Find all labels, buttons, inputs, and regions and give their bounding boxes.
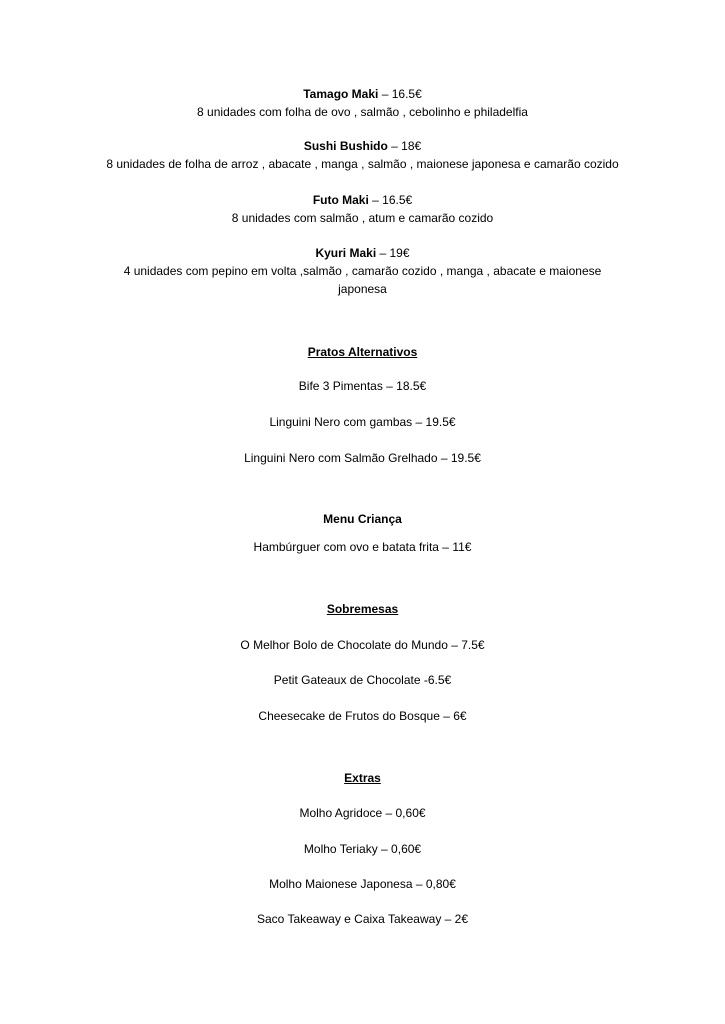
menu-item: Linguini Nero com Salmão Grelhado – 19.5€ <box>244 451 481 465</box>
item-price: – 18€ <box>387 139 422 153</box>
menu-item: Hambúrguer com ovo e batata frita – 11€ <box>253 540 472 554</box>
menu-item: Cheesecake de Frutos do Bosque – 6€ <box>258 709 467 723</box>
item-price: – 16.5€ <box>378 87 422 101</box>
item-name: Futo Maki <box>312 193 369 207</box>
item-description: japonesa <box>338 282 387 296</box>
item-name: Tamago Maki <box>303 87 379 101</box>
menu-item: Molho Teriaky – 0,60€ <box>303 842 422 856</box>
section-title-extras: Extras <box>344 771 381 785</box>
menu-item: Petit Gateaux de Chocolate -6.5€ <box>273 673 452 687</box>
item-price: – 19€ <box>376 246 410 260</box>
item-name: Kyuri Maki <box>315 246 377 260</box>
item-price: – 16.5€ <box>368 193 413 207</box>
menu-item: Molho Maionese Japonesa – 0,80€ <box>269 877 456 891</box>
item-name: Sushi Bushido <box>303 139 388 153</box>
menu-item: Linguini Nero com gambas – 19.5€ <box>269 415 456 429</box>
section-title-pratos-alternativos: Pratos Alternativos <box>307 345 418 359</box>
menu-item-heading <box>40 138 685 154</box>
item-description: 4 unidades com pepino em volta ,salmão , camarão cozido , manga , abacate e maionese <box>123 264 602 278</box>
menu-item-heading <box>40 86 685 102</box>
menu-item: Molho Agridoce – 0,60€ <box>299 806 426 820</box>
item-description: 8 unidades com salmão , atum e camarão cozido <box>231 211 494 225</box>
item-description: 8 unidades de folha de arroz , abacate , manga , salmão , maionese japonesa e camarão cozido <box>106 157 619 171</box>
menu-item: Saco Takeaway e Caixa Takeaway – 2€ <box>256 912 469 926</box>
menu-item: Bife 3 Pimentas – 18.5€ <box>298 379 427 393</box>
menu-item-heading <box>40 192 685 208</box>
item-description: 8 unidades com folha de ovo , salmão , cebolinho e philadelfia <box>197 105 528 119</box>
section-title-sobremesas: Sobremesas <box>326 602 399 616</box>
menu-item-heading <box>40 245 685 261</box>
section-title-menu-crianca: Menu Criança <box>323 512 402 526</box>
menu-item: O Melhor Bolo de Chocolate do Mundo – 7.5€ <box>240 638 485 652</box>
